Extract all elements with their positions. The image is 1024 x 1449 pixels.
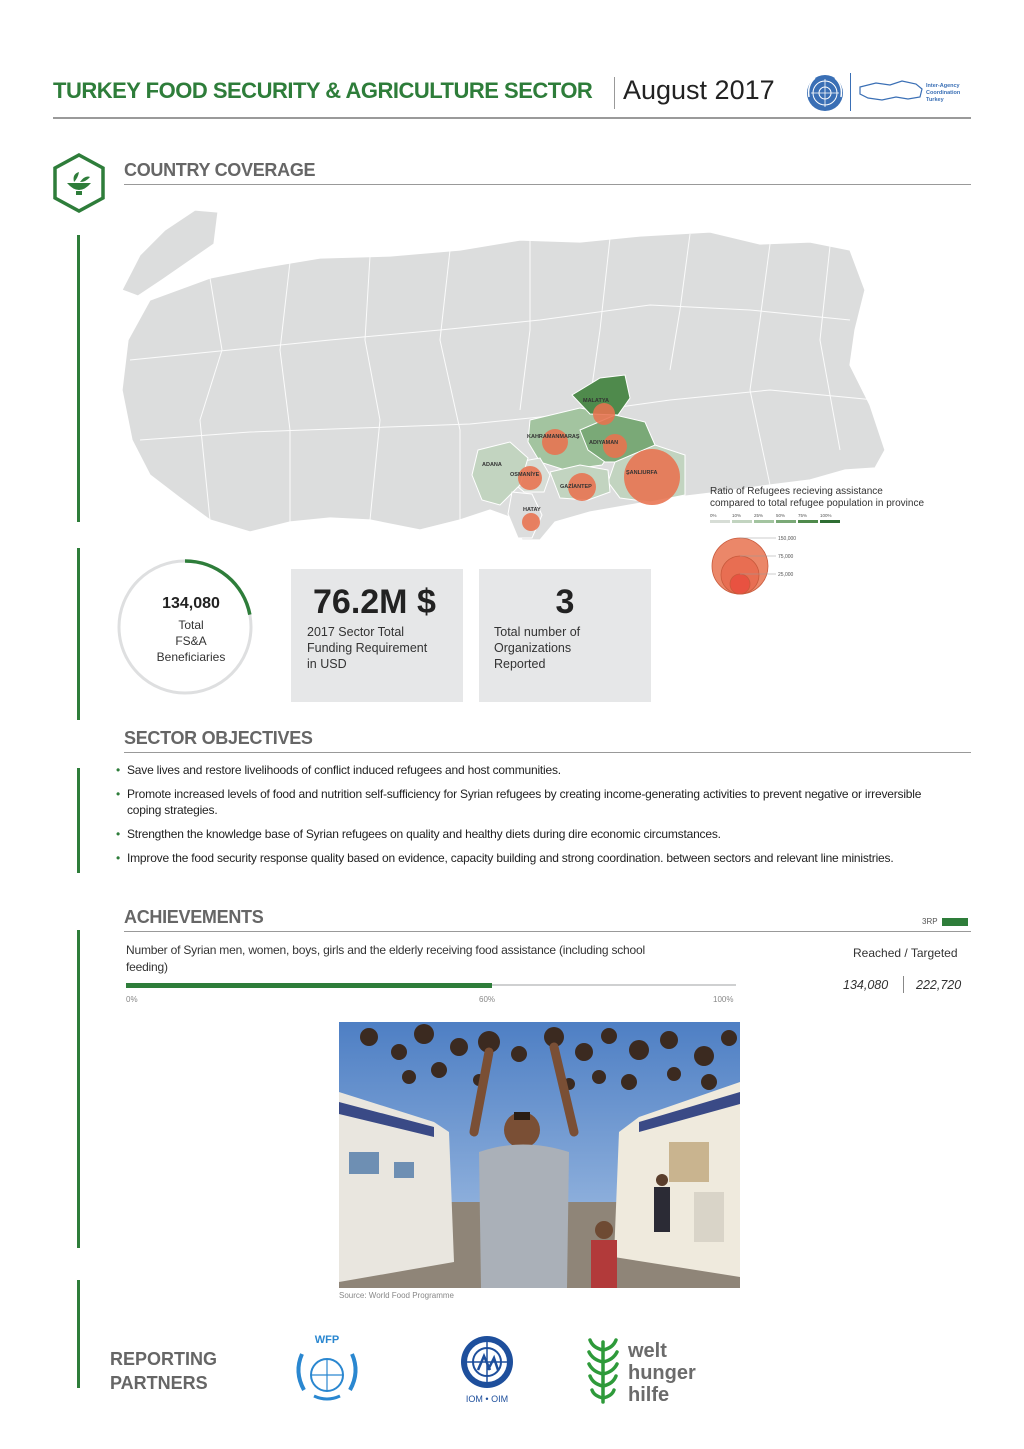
legend-ratio-tick: 100% bbox=[820, 513, 832, 518]
un-emblem-logo bbox=[803, 73, 847, 113]
achievements-heading: ACHIEVEMENTS bbox=[124, 907, 264, 927]
progress-tick-end: 100% bbox=[713, 995, 734, 1004]
legend-ratio-tick: 0% bbox=[710, 513, 717, 518]
inter-agency-coordination-logo bbox=[856, 75, 971, 109]
iacs-logo-text: Inter-Agency bbox=[926, 83, 960, 89]
funding-kpi-card bbox=[291, 569, 463, 702]
map-label-province: ŞANLIURFA bbox=[626, 470, 658, 476]
legend-ratio-title: Ratio of Refugees recieving assistance bbox=[710, 486, 883, 497]
legend-ratio-swatch bbox=[732, 520, 752, 523]
legend-ratio-tick: 50% bbox=[776, 513, 786, 518]
legend-ratio-tick: 75% bbox=[798, 513, 808, 518]
map-label-province: ADANA bbox=[482, 462, 502, 468]
progress-tick-mid: 60% bbox=[479, 995, 496, 1004]
organizations-kpi-card bbox=[479, 569, 651, 702]
legend-ratio-swatch bbox=[820, 520, 840, 523]
bubble-kahramanmaras bbox=[542, 429, 568, 455]
iacs-logo-text: Coordination bbox=[926, 90, 961, 96]
page-title: TURKEY FOOD SECURITY & AGRICULTURE SECTOR bbox=[53, 78, 593, 103]
funding-label: 2017 Sector Total Funding Requirement in USD bbox=[307, 625, 428, 671]
welthungerhilfe-logo bbox=[584, 1336, 714, 1406]
legend-ratio-swatch bbox=[798, 520, 818, 523]
organizations-value: 3 bbox=[555, 583, 575, 621]
indicator-progress-fill bbox=[126, 983, 492, 988]
wfp-logo bbox=[290, 1332, 364, 1404]
photo-caption: Source: World Food Programme bbox=[339, 1291, 455, 1300]
reporting-partners-heading: REPORTING PARTNERS bbox=[110, 1349, 218, 1393]
whh-logo-text: welt bbox=[628, 1340, 667, 1362]
section-rule bbox=[124, 184, 971, 185]
legend-ratio-swatch bbox=[754, 520, 774, 523]
wfp-logo-text: WFP bbox=[314, 1334, 340, 1346]
whh-logo-text: hilfe bbox=[628, 1384, 670, 1406]
funding-value: 76.2M $ bbox=[313, 583, 436, 621]
whh-logo-text: hunger bbox=[628, 1362, 696, 1384]
legend-bubble-value: 25,000 bbox=[778, 572, 794, 578]
objective-item: • Promote increased levels of food and nutrition self-sufficiency for Syrian refugees by creating income-generating activities to prevent negative or irreversible coping strategies. bbox=[116, 786, 956, 818]
section-rule bbox=[124, 931, 971, 932]
targeted-value: 222,720 bbox=[916, 978, 962, 992]
iacs-logo-text: Turkey bbox=[926, 97, 944, 103]
objective-item: • Strengthen the knowledge base of Syrian refugees on quality and healthy diets during dire economic circumstances. bbox=[116, 826, 956, 842]
header-rule bbox=[53, 117, 971, 119]
legend-bubble-size bbox=[706, 532, 806, 596]
sector-objectives-heading: SECTOR OBJECTIVES bbox=[124, 728, 313, 748]
legend-ratio-swatch bbox=[776, 520, 796, 523]
country-coverage-heading: COUNTRY COVERAGE bbox=[124, 160, 316, 180]
left-accent-bar bbox=[77, 1280, 80, 1388]
legend-bubble-value: 75,000 bbox=[778, 554, 794, 560]
left-accent-bar bbox=[77, 235, 80, 522]
iom-logo-text: IOM • OIM bbox=[465, 1394, 509, 1404]
logo-divider bbox=[850, 73, 851, 111]
section-rule bbox=[124, 752, 971, 753]
beneficiaries-value: 134,080 bbox=[162, 595, 220, 612]
left-accent-bar bbox=[77, 930, 80, 1248]
legend-bubble-value: 150,000 bbox=[778, 536, 797, 542]
legend-ratio-swatch bbox=[710, 520, 730, 523]
map-label-province: GAZİANTEP bbox=[560, 484, 592, 490]
map-label-province: ADIYAMAN bbox=[589, 440, 619, 446]
3rp-legend-label: 3RP bbox=[922, 917, 938, 926]
legend-ratio-tick: 10% bbox=[732, 513, 742, 518]
report-date: August 2017 bbox=[623, 75, 775, 105]
title-divider bbox=[614, 77, 615, 109]
bubble-sanliurfa bbox=[624, 449, 680, 505]
bubble-adiyaman bbox=[603, 434, 627, 458]
3rp-legend-swatch bbox=[942, 918, 968, 926]
left-accent-bar bbox=[77, 548, 80, 720]
food-security-sector-icon bbox=[52, 153, 106, 213]
refugee-camp-photo bbox=[339, 1022, 740, 1288]
legend-ratio-subtitle: compared to total refugee population in province bbox=[710, 498, 925, 509]
iom-logo bbox=[448, 1332, 526, 1406]
legend-ratio-tick: 25% bbox=[754, 513, 764, 518]
map-label-province: HATAY bbox=[523, 507, 541, 513]
bubble-hatay bbox=[522, 513, 540, 531]
organizations-label: Total number of Organizations Reported bbox=[494, 625, 581, 671]
bubble-osmaniye bbox=[518, 466, 542, 490]
reached-targeted-divider bbox=[903, 976, 904, 993]
legend-ratio-scale bbox=[708, 510, 843, 528]
reached-targeted-heading: Reached / Targeted bbox=[853, 946, 958, 960]
left-accent-bar bbox=[77, 768, 80, 873]
map-label-province: OSMANİYE bbox=[510, 472, 540, 478]
beneficiaries-label: Total FS&A Beneficiaries bbox=[156, 618, 226, 664]
bubble-malatya bbox=[593, 403, 615, 425]
map-label-province: MALATYA bbox=[583, 398, 609, 404]
objective-item: • Improve the food security response quality based on evidence, capacity building and strong coordination. between sectors and relevant line ministries. bbox=[116, 850, 956, 866]
reached-value: 134,080 bbox=[843, 978, 889, 992]
objectives-list bbox=[116, 762, 956, 874]
indicator-label: Number of Syrian men, women, boys, girls and the elderly receiving food assistance (including school feeding) bbox=[126, 943, 645, 974]
objective-item: • Save lives and restore livelihoods of conflict induced refugees and host communities. bbox=[116, 762, 956, 778]
progress-tick-start: 0% bbox=[126, 995, 138, 1004]
map-label-province: KAHRAMANMARAŞ bbox=[527, 434, 580, 440]
